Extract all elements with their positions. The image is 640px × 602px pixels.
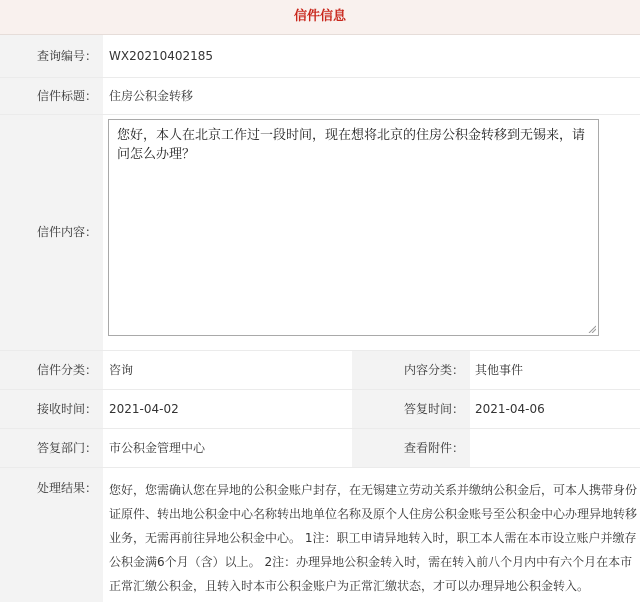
- subject-value: 住房公积金转移: [109, 89, 194, 103]
- dept-label: 答复部门：: [0, 429, 103, 467]
- content-text: 您好，本人在北京工作过一段时间，现在想将北京的住房公积金转移到无锡来，请问怎么办理？: [117, 128, 586, 162]
- query-no-label: 查询编号：: [0, 35, 103, 77]
- row-category: [0, 351, 640, 390]
- row-dept: [0, 429, 640, 468]
- panel-title: 信件信息: [0, 0, 640, 35]
- replied-value: 2021-04-06: [475, 402, 545, 416]
- result-label: 处理结果：: [0, 468, 103, 602]
- received-label: 接收时间：: [0, 390, 103, 428]
- resize-grip-icon[interactable]: [588, 325, 596, 333]
- content-textarea[interactable]: [108, 119, 599, 336]
- category-value: 咨询: [109, 363, 134, 377]
- content-type-value: 其他事件: [475, 363, 524, 377]
- query-no-value: WX20210402185: [109, 49, 214, 63]
- row-query-no: [0, 35, 640, 78]
- content-type-label: 内容分类：: [352, 351, 470, 389]
- replied-label: 答复时间：: [352, 390, 470, 428]
- received-value: 2021-04-02: [109, 402, 179, 416]
- row-dates: [0, 390, 640, 429]
- category-label: 信件分类：: [0, 351, 103, 389]
- result-text: 您好，您需确认您在异地的公积金账户封存，在无锡建立劳动关系并缴纳公积金后，可本人携带身份证原件、转出地公积金中心名称转出地单位名称及原个人住房公积金账号至公积金中心办理异地转移业务，无需再前往异地公积金中心。 1注：职工申请异地转入时，职工本人需在本市设立账户并缴存公积金满6个月（含）以上。 2注：办理异地公积金转入时，需在转入前八个月内中有六个月在本市正常汇缴公积金，且转入时本市公积金账户为正常汇缴状态，才可以办理异地公积金转入。: [109, 483, 638, 593]
- dept-value: 市公积金管理中心: [109, 441, 206, 455]
- subject-label: 信件标题：: [0, 78, 103, 114]
- row-subject: [0, 78, 640, 115]
- attachment-label: 查看附件：: [352, 429, 470, 467]
- content-label: 信件内容：: [0, 115, 103, 350]
